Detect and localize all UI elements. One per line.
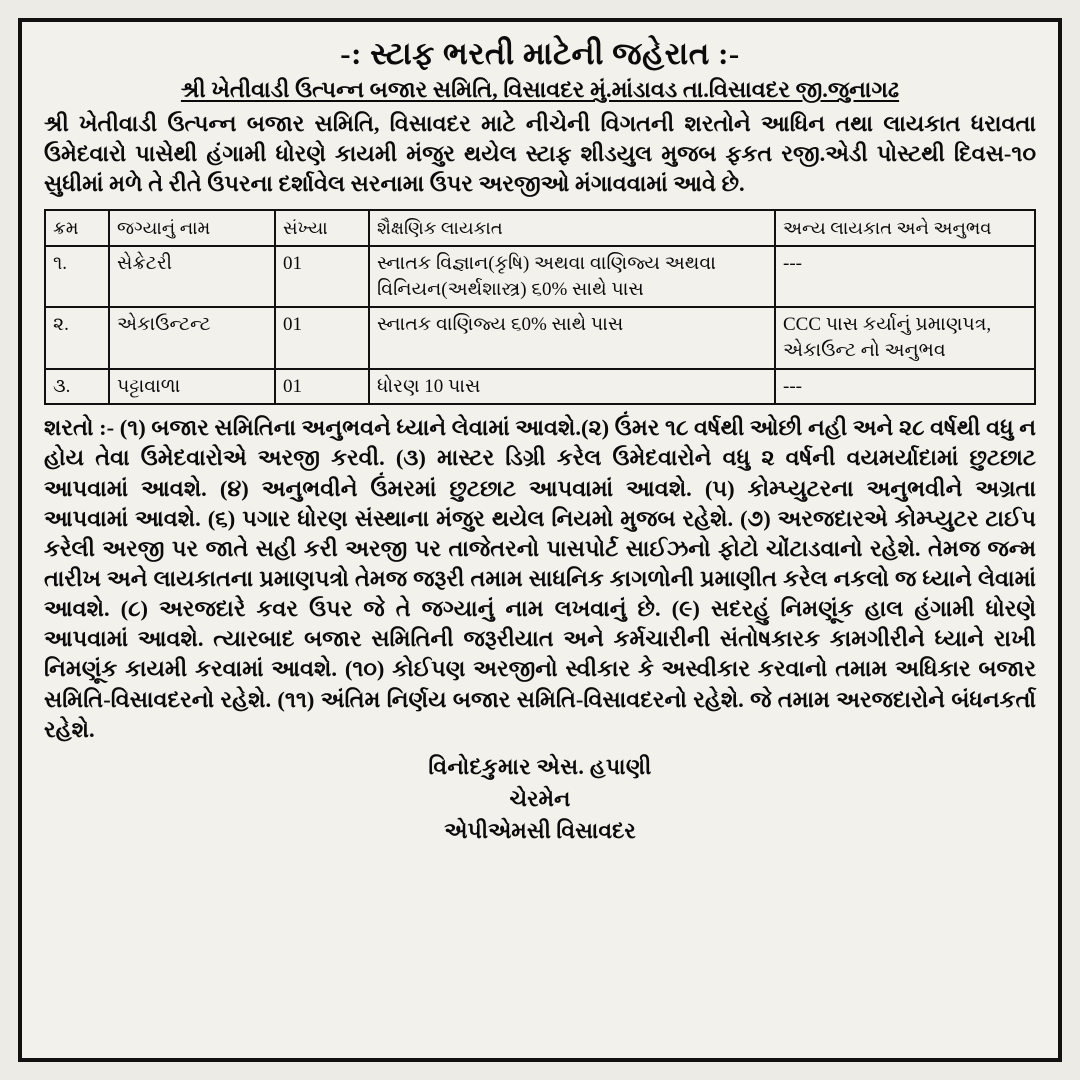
cell-post: એકાઉન્ટન્ટ	[109, 307, 275, 368]
signatory-designation: ચેરમેન	[509, 785, 571, 811]
column-header-count: સંખ્યા	[275, 210, 369, 246]
cell-count: 01	[275, 246, 369, 307]
cell-serial: ૧.	[45, 246, 109, 307]
column-header-serial: ક્રમ	[45, 210, 109, 246]
cell-education: સ્નાતક વિજ્ઞાન(કૃષિ) અથવા વાણિજ્ય અથવા વિનિયન(અર્થશાસ્ત્ર) ૬0% સાથે પાસ	[369, 246, 775, 307]
vacancy-table	[44, 209, 1036, 406]
signatory-organization: એપીએમસી વિસાવદર	[444, 817, 636, 843]
cell-other: ---	[775, 246, 1035, 307]
table-row	[45, 246, 1035, 307]
signature-block	[44, 751, 1036, 847]
column-header-post: જગ્યાનું નામ	[109, 210, 275, 246]
column-header-other: અન્ય લાયકાત અને અનુભવ	[775, 210, 1035, 246]
cell-education: ધોરણ 10 પાસ	[369, 369, 775, 405]
organization-heading: શ્રી ખેતીવાડી ઉત્પન્ન બજાર સમિતિ, વિસાવદર મું.માંડાવડ તા.વિસાવદર જી.જુનાગઢ	[180, 77, 900, 102]
cell-count: 01	[275, 369, 369, 405]
notice-sheet	[18, 18, 1062, 1062]
cell-count: 01	[275, 307, 369, 368]
table-row	[45, 307, 1035, 368]
column-header-education: શૈક્ષણિક લાયકાત	[369, 210, 775, 246]
cell-post: પટ્ટાવાળા	[109, 369, 275, 405]
signatory-name: વિનોદકુમાર એસ. હપાણી	[428, 753, 652, 779]
cell-post: સેક્રેટરી	[109, 246, 275, 307]
cell-serial: ૨.	[45, 307, 109, 368]
cell-other: ---	[775, 369, 1035, 405]
cell-education: સ્નાતક વાણિજ્ય ૬0% સાથે પાસ	[369, 307, 775, 368]
cell-other: CCC પાસ કર્યાનું પ્રમાણપત્ર, એકાઉન્ટ નો અનુભવ	[775, 307, 1035, 368]
conditions-paragraph: શરતો :- (૧) બજાર સમિતિના અનુભવને ધ્યાને લેવામાં આવશે.(૨) ઉંમર ૧૮ વર્ષથી ઓછી નહી અને ૨૮ વર્ષથી વધુ ન હોય તેવા ઉમેદવારોએ અરજી કરવી. (૩) માસ્ટર ડિગ્રી કરેલ ઉમેદવારોને વધુ ૨ વર્ષની વયમર્યાદામાં છુટછાટ આપવામાં આવશે. (૪) અનુભવીને ઉંમરમાં છુટછાટ આપવામાં આવશે. (૫) કોમ્પ્યુટરના અનુભવીને અગ્રતા આપવામાં આવશે. (૬) પગાર ધોરણ સંસ્થાના મંજુર થયેલ નિયમો મુજબ રહેશે. (૭) અરજદારએ કોમ્પ્યુટર ટાઈપ કરેલી અરજી પર જાતે સહી કરી અરજી પર તાજેતરનો પાસપોર્ટ સાઈઝનો ફોટો ચોંટાડવાનો રહેશે. તેમજ જન્મ તારીખ અને લાયકાતના પ્રમાણપત્રો તેમજ જરૂરી તમામ સાધનિક કાગળોની પ્રમાણીત કરેલ નકલો જ ધ્યાને લેવામાં આવશે. (૮) અરજદારે કવર ઉપર જે તે જગ્યાનું નામ લખવાનું છે. (૯) સદરહું નિમણૂંક હાલ હંગામી ધોરણે આપવામાં આવશે. ત્યારબાદ બજાર સમિતિની જરૂરીયાત અને કર્મચારીની સંતોષકારક કામગીરીને ધ્યાને રાખી નિમણૂંક કાયમી કરવામાં આવશે. (૧૦) કોઈપણ અરજીનો સ્વીકાર કે અસ્વીકાર કરવાનો તમામ અધિકાર બજાર સમિતિ-વિસાવદરનો રહેશે. (૧૧) અંતિમ નિર્ણય બજાર સમિતિ-વિસાવદરનો રહેશે. જે તમામ અરજદારોને બંધનકર્તા રહેશે.	[44, 415, 1036, 742]
intro-paragraph: શ્રી ખેતીવાડી ઉત્પન્ન બજાર સમિતિ, વિસાવદર માટે નીચેની વિગતની શરતોને આધિન તથા લાયકાત ધરાવતા ઉમેદવારો પાસેથી હંગામી ધોરણે કાયમી મંજુર થયેલ સ્ટાફ શીડયુલ મુજબ ફકત રજી.એડી પોસ્ટથી દિવસ-૧૦ સુધીમાં મળે તે રીતે ઉપરના દર્શાવેલ સરનામા ઉપર અરજીઓ મંગાવવામાં આવે છે.	[44, 111, 1036, 196]
table-header-row	[45, 210, 1035, 246]
cell-serial: ૩.	[45, 369, 109, 405]
table-row	[45, 369, 1035, 405]
page-title: -: સ્ટાફ ભરતી માટેની જહેરાત :-	[340, 36, 740, 71]
